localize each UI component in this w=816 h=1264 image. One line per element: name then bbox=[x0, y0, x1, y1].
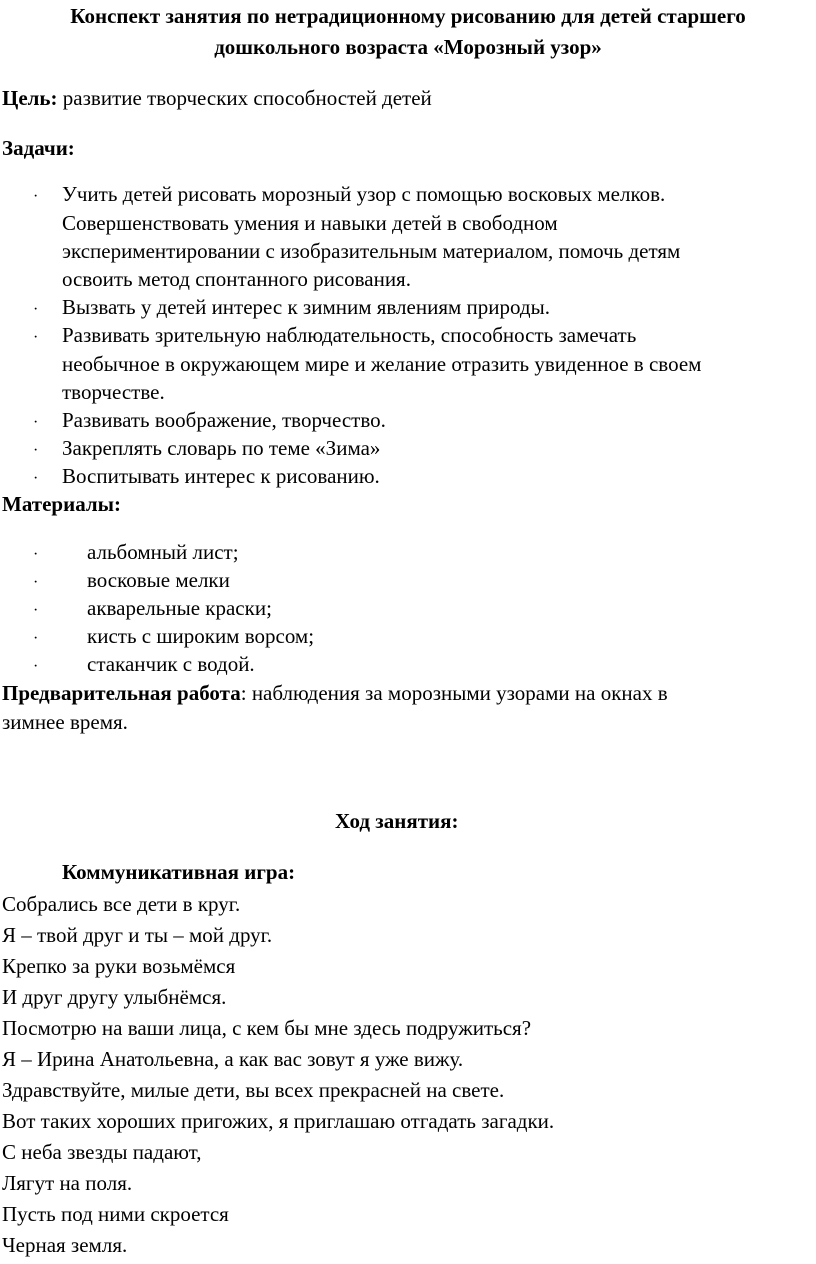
poem-line-6: Я – Ирина Анатольевна, а как вас зовут я уже вижу. bbox=[2, 1047, 464, 1071]
document-title-line-2: дошкольного возраста «Морозный узор» bbox=[214, 35, 602, 59]
task-bullet: · bbox=[33, 301, 39, 318]
poem-line-3: Крепко за руки возьмёмся bbox=[2, 954, 236, 978]
material-item-3: акварельные краски; bbox=[87, 596, 272, 620]
poem-line-8: Вот таких хороших пригожих, я приглашаю отгадать загадки. bbox=[2, 1109, 555, 1133]
riddle-line-1: С неба звезды падают, bbox=[2, 1140, 202, 1164]
poem-line-1: Собрались все дети в круг. bbox=[2, 892, 241, 916]
task-bullet: · bbox=[33, 470, 39, 487]
task-2-line-1: Вызвать у детей интерес к зимним явлениям природы. bbox=[62, 295, 550, 319]
prework-paragraph bbox=[2, 681, 668, 706]
poem-line-7: Здравствуйте, милые дети, вы всех прекрасней на свете. bbox=[2, 1078, 505, 1102]
prework-text: : наблюдения за морозными узорами на окнах в bbox=[240, 681, 668, 705]
task-1-line-1: Учить детей рисовать морозный узор с помощью восковых мелков. bbox=[62, 182, 666, 206]
material-bullet: · bbox=[33, 546, 39, 563]
task-3-line-2: необычное в окружающем мире и желание отразить увиденное в своем bbox=[62, 352, 702, 376]
game-heading: Коммуникативная игра: bbox=[62, 860, 296, 884]
task-3-line-1: Развивать зрительную наблюдательность, способность замечать bbox=[62, 323, 637, 347]
goal-paragraph bbox=[2, 86, 432, 111]
task-bullet: · bbox=[33, 188, 39, 205]
task-3-line-3: творчестве. bbox=[62, 380, 165, 404]
material-item-5: стаканчик с водой. bbox=[87, 652, 255, 676]
poem-line-2: Я – твой друг и ты – мой друг. bbox=[2, 923, 273, 947]
material-bullet: · bbox=[33, 658, 39, 675]
riddle-line-3: Пусть под ними скроется bbox=[2, 1202, 229, 1226]
task-5-line-1: Закреплять словарь по теме «Зима» bbox=[62, 436, 381, 460]
task-bullet: · bbox=[33, 442, 39, 459]
task-4-line-1: Развивать воображение, творчество. bbox=[62, 408, 386, 432]
riddle-line-2: Лягут на поля. bbox=[2, 1171, 133, 1195]
riddle-line-4: Черная земля. bbox=[2, 1233, 128, 1257]
material-bullet: · bbox=[33, 630, 39, 647]
tasks-heading: Задачи: bbox=[2, 136, 75, 160]
material-bullet: · bbox=[33, 574, 39, 591]
poem-line-4: И друг другу улыбнёмся. bbox=[2, 985, 227, 1009]
document-title-line-1: Конспект занятия по нетрадиционному рисованию для детей старшего bbox=[70, 4, 746, 28]
material-item-4: кисть с широким ворсом; bbox=[87, 624, 315, 648]
material-item-2: восковые мелки bbox=[87, 568, 230, 592]
goal-label: Цель: bbox=[2, 86, 58, 110]
prework-line-2: зимнее время. bbox=[2, 710, 128, 734]
prework-label: Предварительная работа bbox=[2, 681, 241, 705]
goal-text: развитие творческих способностей детей bbox=[57, 86, 432, 110]
task-bullet: · bbox=[33, 414, 39, 431]
task-6-line-1: Воспитывать интерес к рисованию. bbox=[62, 464, 380, 488]
task-1-line-3: экспериментировании с изобразительным материалом, помочь детям bbox=[62, 239, 681, 263]
task-bullet: · bbox=[33, 329, 39, 346]
poem-line-5: Посмотрю на ваши лица, с кем бы мне здесь подружиться? bbox=[2, 1016, 532, 1040]
task-1-line-2: Совершенствовать умения и навыки детей в свободном bbox=[62, 211, 558, 235]
materials-heading: Материалы: bbox=[2, 492, 122, 516]
lesson-heading: Ход занятия: bbox=[335, 809, 459, 833]
material-item-1: альбомный лист; bbox=[87, 540, 239, 564]
task-1-line-4: освоить метод спонтанного рисования. bbox=[62, 267, 411, 291]
material-bullet: · bbox=[33, 602, 39, 619]
